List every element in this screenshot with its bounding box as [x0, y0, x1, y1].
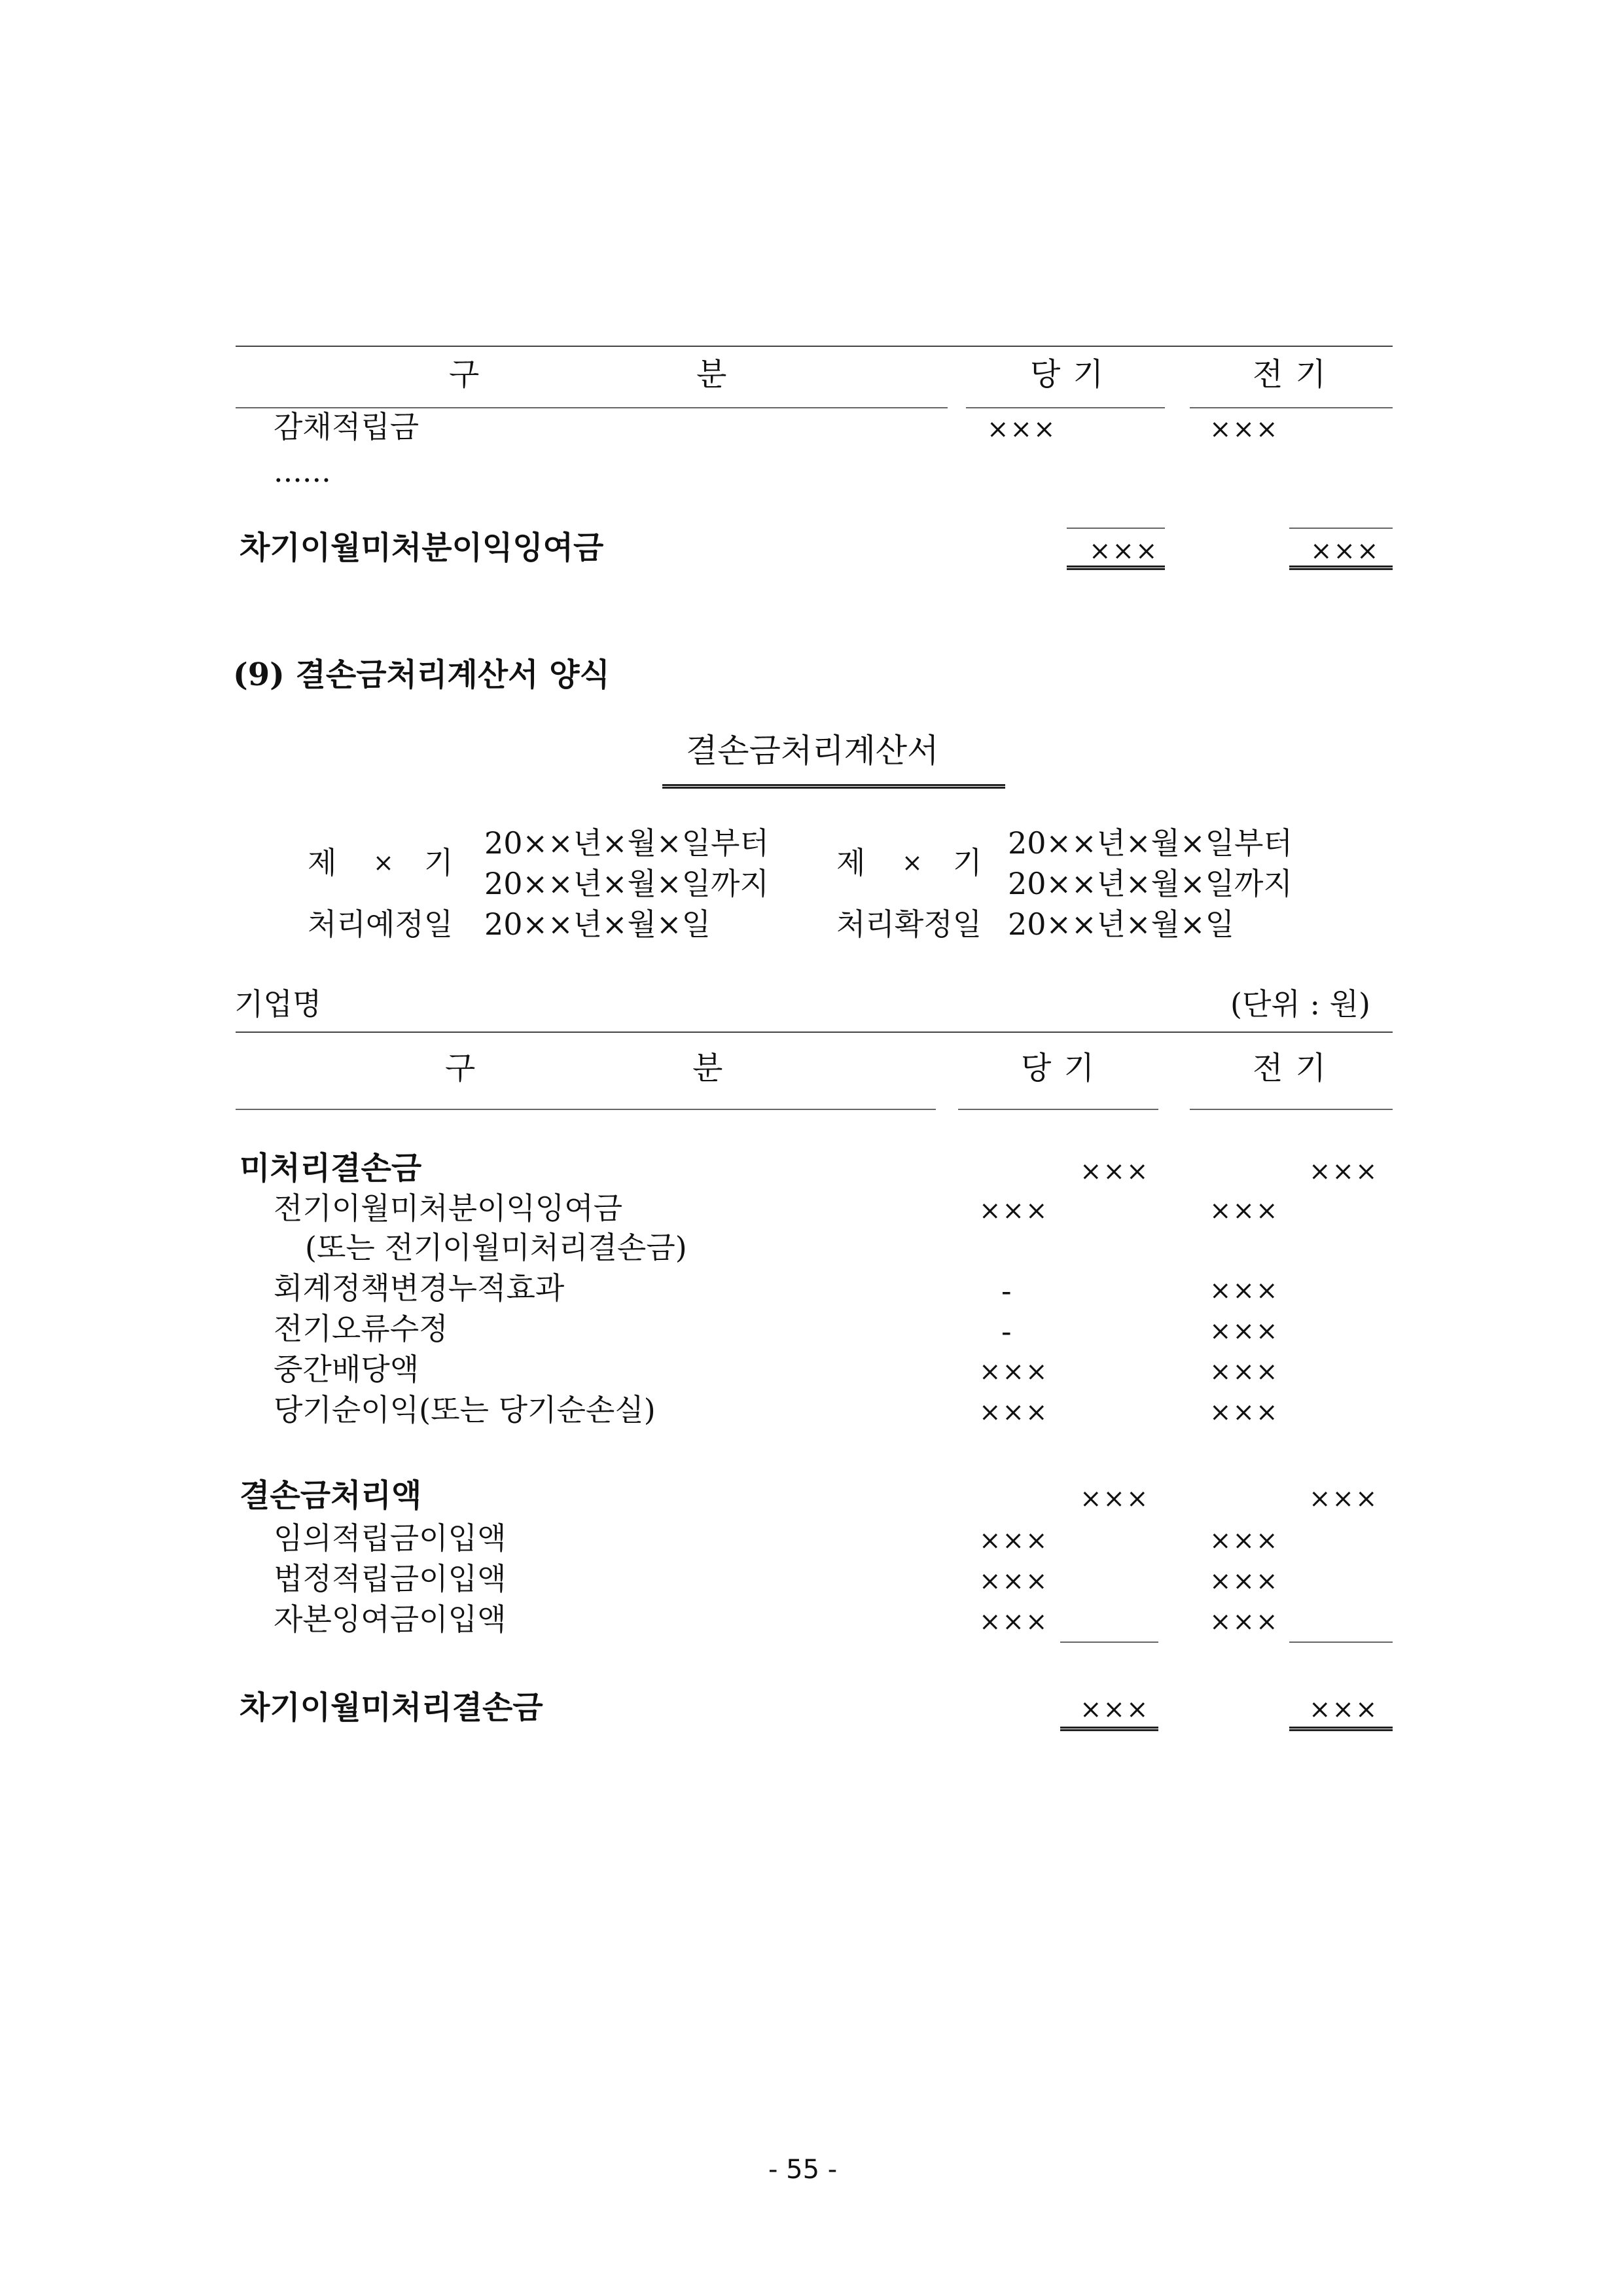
table2-header-rule-current [958, 1109, 1158, 1110]
scheduled-date: 20××년×월×일 [484, 906, 711, 942]
table2-total-previous: ××× [1309, 1695, 1379, 1725]
group2-item-previous: ××× [1209, 1607, 1279, 1637]
group1-item-previous: ××× [1209, 1196, 1279, 1226]
period-right-to: 20××년×월×일까지 [1008, 866, 1293, 901]
table1-subtotal-rule-current [1067, 528, 1165, 529]
table1-total-double-rule-previous [1289, 565, 1393, 570]
group1-item-label: 전기이월미처분이익잉여금 [274, 1191, 623, 1226]
table1-top-rule [236, 346, 1393, 347]
period-left-from: 20××년×월×일부터 [484, 825, 769, 861]
table1-header-current: 당 기 [1030, 356, 1105, 393]
table1-ellipsis: ...... [274, 454, 331, 489]
group1-item-label: 전기오류수정 [274, 1311, 448, 1346]
period-right-from: 20××년×월×일부터 [1008, 825, 1293, 861]
group1-item-label: 당기순이익(또는 당기순손실) [274, 1392, 656, 1427]
table1-header-rule-previous [1190, 407, 1393, 408]
group1-item-label: 회계정책변경누적효과 [274, 1270, 565, 1306]
statement-title-double-underline [662, 784, 1005, 789]
table1-header-bun: 분 [696, 356, 728, 393]
table1-total-current: ××× [1089, 536, 1159, 566]
statement-title: 결손금처리계산서 [686, 732, 939, 770]
period-left-to: 20××년×월×일까지 [484, 866, 769, 901]
table2-header-bun: 분 [692, 1050, 724, 1086]
group1-item-current: ××× [979, 1196, 1049, 1226]
table1-header-gu: 구 [449, 356, 481, 393]
group2-item-label: 임의적립금이입액 [274, 1520, 507, 1556]
page-number: - 55 - [768, 2155, 838, 2185]
company-label: 기업명 [234, 986, 322, 1022]
period-left-gi: 기 [424, 845, 454, 880]
table2-header-rule-label [236, 1109, 936, 1110]
table2-subtotal-rule-current [1060, 1641, 1158, 1643]
period-left-je: 제 [308, 845, 337, 880]
group2-item-current: ××× [979, 1607, 1049, 1637]
group2-current: ××× [1080, 1484, 1150, 1514]
table2-total-double-rule-current [1060, 1727, 1158, 1731]
group2-label: 결손금처리액 [240, 1477, 422, 1514]
unit-label: (단위 : 원) [1230, 986, 1370, 1022]
group1-current: ××× [1080, 1157, 1150, 1187]
table2-total-double-rule-previous [1289, 1727, 1393, 1731]
table2-header-rule-previous [1190, 1109, 1393, 1110]
table1-subtotal-rule-previous [1289, 528, 1393, 529]
table2-total-current: ××× [1080, 1695, 1150, 1725]
table2-header-gu: 구 [445, 1050, 477, 1086]
table2-header-previous: 전 기 [1253, 1050, 1327, 1086]
group1-item-previous: ××× [1209, 1316, 1279, 1346]
table1-row-previous: ××× [1209, 414, 1279, 444]
group2-item-label: 자본잉여금이입액 [274, 1602, 507, 1637]
table1-row-current: ××× [987, 414, 1057, 444]
confirmed-label: 처리확정일 [836, 906, 982, 942]
table2-header-current: 당 기 [1021, 1050, 1096, 1086]
group2-item-label: 법정적립금이입액 [274, 1561, 507, 1596]
table1-header-rule-current [966, 407, 1165, 408]
group1-item-label: 중간배당액 [274, 1352, 419, 1387]
group1-item-current: ××× [979, 1357, 1049, 1387]
table1-row-label: 감채적립금 [274, 409, 419, 444]
group2-item-current: ××× [979, 1566, 1049, 1596]
period-right-gi: 기 [953, 845, 982, 880]
group2-item-previous: ××× [1209, 1526, 1279, 1556]
table1-total-double-rule-current [1067, 565, 1165, 570]
period-right-je: 제 [836, 845, 866, 880]
scheduled-label: 처리예정일 [308, 906, 454, 942]
confirmed-date: 20××년×월×일 [1008, 906, 1235, 942]
table2-top-rule [236, 1031, 1393, 1033]
group1-label: 미처리결손금 [240, 1150, 422, 1187]
group2-previous: ××× [1309, 1484, 1379, 1514]
table1-total-label: 차기이월미처분이익잉여금 [240, 529, 604, 566]
group2-item-current: ××× [979, 1526, 1049, 1556]
group1-item-current: - [1001, 1314, 1012, 1349]
group1-item-previous: ××× [1209, 1397, 1279, 1427]
group1-previous: ××× [1309, 1157, 1379, 1187]
group1-item-current: ××× [979, 1397, 1049, 1427]
table2-subtotal-rule-previous [1289, 1641, 1393, 1643]
section-title: (9) 결손금처리계산서 양식 [233, 656, 610, 693]
group1-item-current: - [1001, 1273, 1012, 1308]
group1-item-label: (또는 전기이월미처리결손금) [305, 1230, 687, 1265]
group1-item-previous: ××× [1209, 1276, 1279, 1306]
group2-item-previous: ××× [1209, 1566, 1279, 1596]
table1-header-previous: 전 기 [1253, 356, 1327, 393]
period-left-x: × [373, 848, 394, 877]
group1-item-previous: ××× [1209, 1357, 1279, 1387]
period-right-x: × [902, 848, 923, 877]
table1-total-previous: ××× [1310, 536, 1380, 566]
table2-total-label: 차기이월미처리결손금 [240, 1689, 543, 1726]
